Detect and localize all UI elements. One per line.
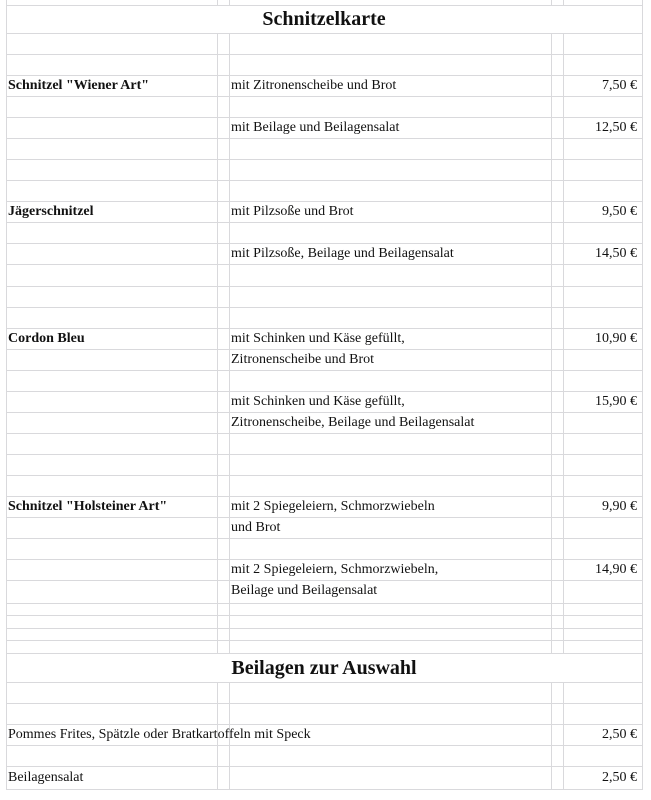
item-description: Beilage und Beilagensalat	[231, 583, 378, 598]
menu-title: Schnitzelkarte	[262, 8, 386, 30]
grid-row	[6, 54, 642, 55]
grid-row	[6, 264, 642, 265]
item-price: 14,90 €	[595, 562, 637, 577]
item-price: 12,50 €	[595, 120, 637, 135]
grid-col-c	[229, 33, 230, 653]
grid-row	[6, 517, 642, 518]
grid-row	[6, 33, 642, 34]
grid-row	[6, 789, 642, 790]
grid-col-b	[217, 33, 218, 653]
item-price: 10,90 €	[595, 331, 637, 346]
item-price: 9,90 €	[602, 499, 637, 514]
grid-row	[6, 603, 642, 604]
item-price: 9,50 €	[602, 204, 637, 219]
item-description: mit 2 Spiegeleiern, Schmorzwiebeln,	[231, 562, 439, 577]
side-price: 2,50 €	[602, 727, 637, 742]
grid-row	[6, 433, 642, 434]
item-price: 15,90 €	[595, 394, 637, 409]
grid-row	[6, 745, 642, 746]
item-description: Zitronenscheibe und Brot	[231, 352, 375, 367]
item-description: mit Pilzsoße, Beilage und Beilagensalat	[231, 246, 454, 261]
grid-row	[6, 159, 642, 160]
item-price: 7,50 €	[602, 78, 637, 93]
grid-row	[6, 222, 642, 223]
grid-row	[6, 538, 642, 539]
sides-title: Beilagen zur Auswahl	[231, 657, 417, 679]
grid-row	[6, 454, 642, 455]
item-description: mit Zitronenscheibe und Brot	[231, 78, 397, 93]
item-price: 14,50 €	[595, 246, 637, 261]
item-description: mit Beilage und Beilagensalat	[231, 120, 400, 135]
grid-row	[6, 640, 642, 641]
grid-row	[6, 628, 642, 629]
grid-col-d	[551, 682, 552, 790]
grid-row	[6, 370, 642, 371]
grid-row	[6, 180, 642, 181]
grid-col-d	[551, 33, 552, 653]
grid-row	[6, 766, 642, 767]
grid-row	[6, 138, 642, 139]
item-description: mit 2 Spiegeleiern, Schmorzwiebeln	[231, 499, 435, 514]
grid-row	[6, 96, 642, 97]
item-description: mit Schinken und Käse gefüllt,	[231, 394, 405, 409]
grid-row	[6, 703, 642, 704]
grid-row	[6, 615, 642, 616]
item-description: und Brot	[231, 520, 281, 535]
grid-row	[6, 475, 642, 476]
item-name: Schnitzel "Wiener Art"	[8, 78, 150, 93]
side-name: Pommes Frites, Spätzle oder Bratkartoffeln mit Speck	[8, 727, 311, 742]
item-description: mit Schinken und Käse gefüllt,	[231, 331, 405, 346]
grid-col-right-edge	[642, 0, 643, 790]
item-name: Schnitzel "Holsteiner Art"	[8, 499, 168, 514]
side-price: 2,50 €	[602, 770, 637, 785]
item-description: Zitronenscheibe, Beilage und Beilagensalat	[231, 415, 475, 430]
item-description: mit Pilzsoße und Brot	[231, 204, 354, 219]
item-name: Cordon Bleu	[8, 331, 85, 346]
item-name: Jägerschnitzel	[8, 204, 94, 219]
grid-row	[6, 682, 642, 683]
side-name: Beilagensalat	[8, 770, 84, 785]
grid-row	[6, 307, 642, 308]
grid-row	[6, 286, 642, 287]
